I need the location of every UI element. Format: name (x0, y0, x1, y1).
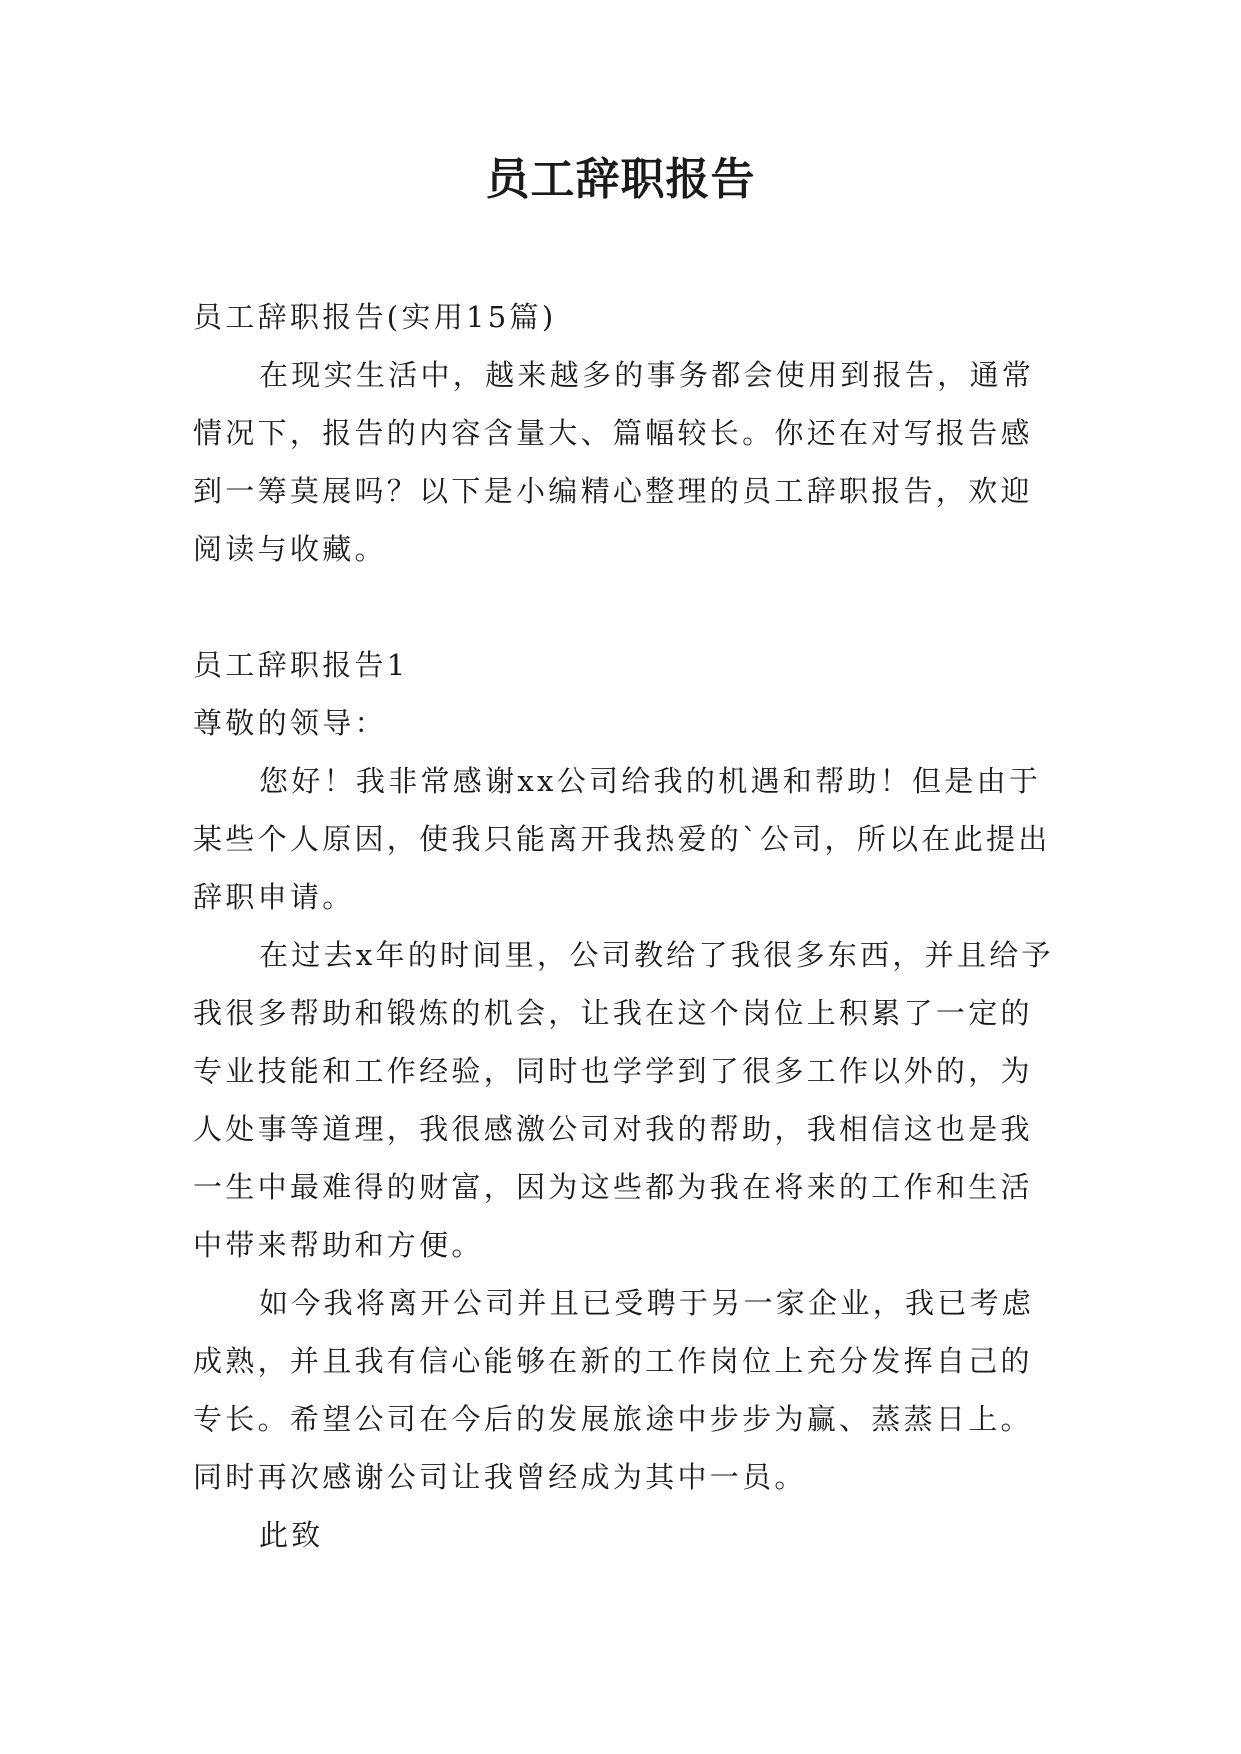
paragraph-gap (193, 578, 1065, 636)
section-heading: 员工辞职报告1 (193, 648, 409, 682)
document-title: 员工辞职报告 (485, 154, 756, 205)
document-subtitle: 员工辞职报告(实用15篇) (193, 300, 557, 334)
body-paragraph-1: 您好！我非常感谢xx公司给我的机遇和帮助！但是由于某些个人原因，使我只能离开我热爱的`公司，所以在此提出辞职申请。 (193, 764, 1051, 914)
document-body (193, 288, 1065, 1564)
body-paragraph-3: 如今我将离开公司并且已受聘于另一家企业，我已考虑成熟，并且我有信心能够在新的工作岗位上充分发挥自己的专长。希望公司在今后的发展旅途中步步为赢、蒸蒸日上。同时再次感谢公司让我曾经成为其中一员。 (193, 1286, 1035, 1494)
salutation: 尊敬的领导： (193, 706, 387, 740)
body-paragraph-2: 在过去x年的时间里，公司教给了我很多东西，并且给予我很多帮助和锻炼的机会，让我在这个岗位上积累了一定的专业技能和工作经验，同时也学学到了很多工作以外的，为人处事等道理，我很感激公司对我的帮助，我相信这也是我一生中最难得的财富，因为这些都为我在将来的工作和生活中带来帮助和方便。 (193, 938, 1054, 1262)
closing-line: 此致 (259, 1518, 324, 1552)
intro-paragraph: 在现实生活中，越来越多的事务都会使用到报告，通常情况下，报告的内容含量大、篇幅较长。你还在对写报告感到一筹莫展吗？以下是小编精心整理的员工辞职报告，欢迎阅读与收藏。 (193, 358, 1035, 566)
